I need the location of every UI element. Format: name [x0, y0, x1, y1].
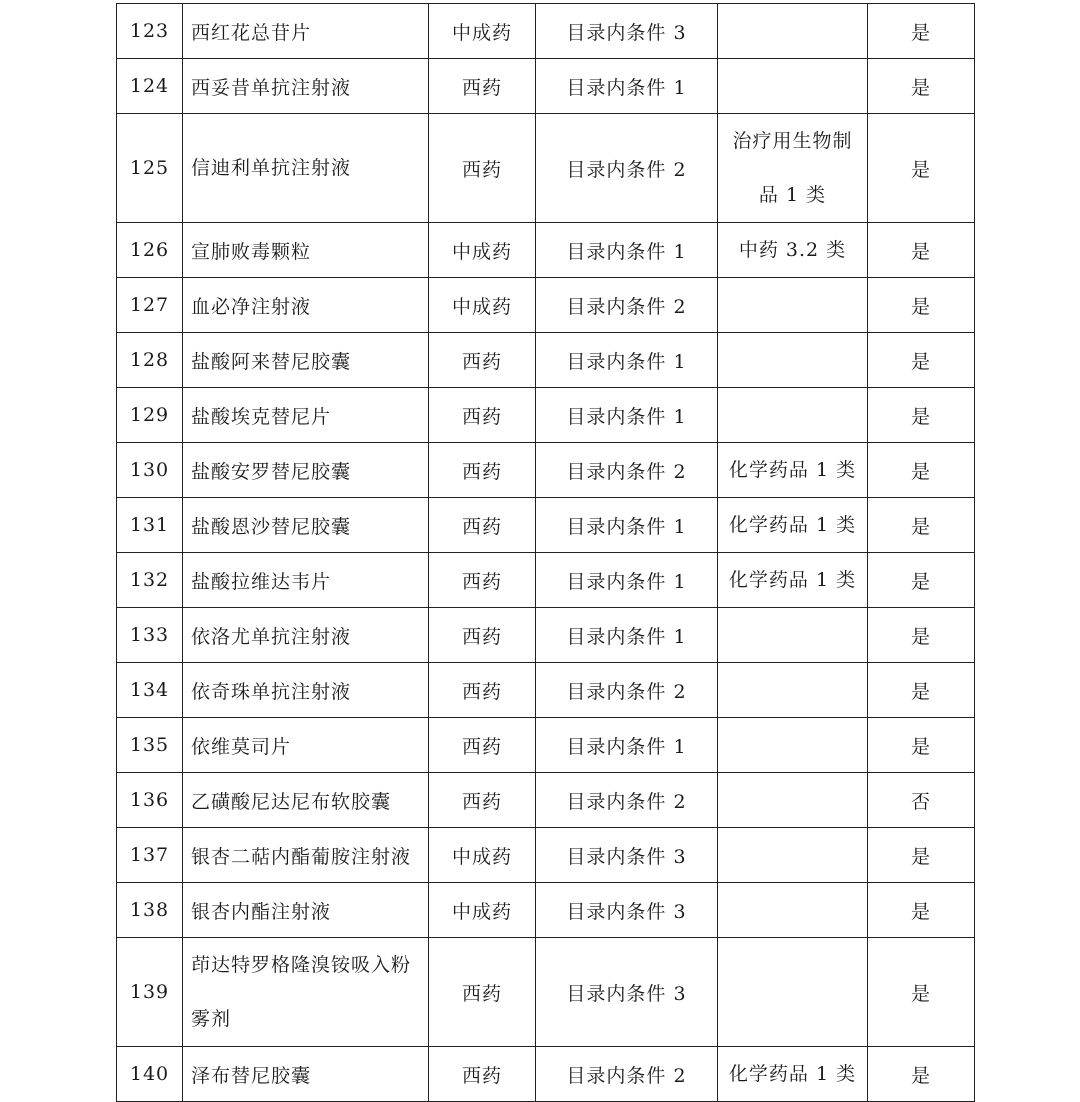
registration-category-cell	[718, 278, 868, 333]
registration-category-cell	[718, 773, 868, 828]
drug-list-table	[116, 3, 975, 1102]
catalog-condition-cell: 目录内条件 1	[536, 223, 718, 278]
drug-name-cell: 盐酸拉维达韦片	[183, 553, 429, 608]
drug-type-cell: 西药	[429, 553, 536, 608]
row-number-cell: 136	[117, 773, 183, 828]
yes-no-flag-cell: 是	[868, 4, 975, 59]
drug-name-cell: 西妥昔单抗注射液	[183, 59, 429, 114]
drug-type-cell: 中成药	[429, 883, 536, 938]
row-number-cell: 138	[117, 883, 183, 938]
drug-type-cell: 中成药	[429, 278, 536, 333]
table-row	[117, 883, 975, 938]
catalog-condition-cell: 目录内条件 3	[536, 4, 718, 59]
drug-type-cell: 西药	[429, 773, 536, 828]
row-number-cell: 129	[117, 388, 183, 443]
registration-category-cell	[718, 4, 868, 59]
drug-name-cell: 银杏内酯注射液	[183, 883, 429, 938]
yes-no-flag-cell: 是	[868, 498, 975, 553]
row-number-cell: 130	[117, 443, 183, 498]
catalog-condition-cell: 目录内条件 2	[536, 1047, 718, 1102]
row-number-cell: 132	[117, 553, 183, 608]
table-row	[117, 498, 975, 553]
registration-category-cell	[718, 388, 868, 443]
yes-no-flag-cell: 是	[868, 553, 975, 608]
drug-name-cell: 盐酸恩沙替尼胶囊	[183, 498, 429, 553]
registration-category-cell	[718, 828, 868, 883]
drug-type-cell: 西药	[429, 388, 536, 443]
drug-type-cell: 中成药	[429, 828, 536, 883]
drug-name-cell: 泽布替尼胶囊	[183, 1047, 429, 1102]
drug-name-cell: 信迪利单抗注射液	[183, 114, 429, 223]
yes-no-flag-cell: 是	[868, 114, 975, 223]
registration-category-cell	[718, 718, 868, 773]
drug-name-cell: 依维莫司片	[183, 718, 429, 773]
table-row	[117, 223, 975, 278]
drug-name-cell: 银杏二萜内酯葡胺注射液	[183, 828, 429, 883]
catalog-condition-cell: 目录内条件 1	[536, 718, 718, 773]
registration-category-cell	[718, 333, 868, 388]
catalog-condition-cell: 目录内条件 2	[536, 278, 718, 333]
registration-category-cell: 化学药品 1 类	[718, 553, 868, 608]
yes-no-flag-cell: 是	[868, 223, 975, 278]
row-number-cell: 125	[117, 114, 183, 223]
drug-type-cell: 西药	[429, 663, 536, 718]
catalog-condition-cell: 目录内条件 1	[536, 498, 718, 553]
table-row	[117, 59, 975, 114]
drug-name-cell: 盐酸埃克替尼片	[183, 388, 429, 443]
registration-category-cell	[718, 883, 868, 938]
drug-name-cell: 茚达特罗格隆溴铵吸入粉雾剂	[183, 938, 429, 1047]
catalog-condition-cell: 目录内条件 3	[536, 828, 718, 883]
table-row	[117, 938, 975, 1047]
registration-category-cell	[718, 608, 868, 663]
catalog-condition-cell: 目录内条件 1	[536, 553, 718, 608]
drug-name-cell: 宣肺败毒颗粒	[183, 223, 429, 278]
table-row	[117, 443, 975, 498]
table-row	[117, 663, 975, 718]
drug-name-cell: 盐酸安罗替尼胶囊	[183, 443, 429, 498]
drug-name-cell: 依洛尤单抗注射液	[183, 608, 429, 663]
drug-name-cell: 血必净注射液	[183, 278, 429, 333]
yes-no-flag-cell: 是	[868, 443, 975, 498]
row-number-cell: 134	[117, 663, 183, 718]
registration-category-cell: 化学药品 1 类	[718, 1047, 868, 1102]
drug-type-cell: 西药	[429, 114, 536, 223]
table-row	[117, 333, 975, 388]
drug-type-cell: 西药	[429, 498, 536, 553]
row-number-cell: 123	[117, 4, 183, 59]
table-row	[117, 278, 975, 333]
registration-category-cell: 化学药品 1 类	[718, 498, 868, 553]
drug-name-cell: 依奇珠单抗注射液	[183, 663, 429, 718]
catalog-condition-cell: 目录内条件 2	[536, 443, 718, 498]
catalog-condition-cell: 目录内条件 3	[536, 938, 718, 1047]
yes-no-flag-cell: 是	[868, 388, 975, 443]
table-row	[117, 608, 975, 663]
catalog-condition-cell: 目录内条件 1	[536, 333, 718, 388]
row-number-cell: 128	[117, 333, 183, 388]
row-number-cell: 124	[117, 59, 183, 114]
row-number-cell: 131	[117, 498, 183, 553]
table-row	[117, 4, 975, 59]
table-body	[117, 4, 975, 1102]
drug-type-cell: 西药	[429, 938, 536, 1047]
row-number-cell: 135	[117, 718, 183, 773]
row-number-cell: 137	[117, 828, 183, 883]
drug-name-cell: 乙磺酸尼达尼布软胶囊	[183, 773, 429, 828]
row-number-cell: 139	[117, 938, 183, 1047]
drug-type-cell: 中成药	[429, 4, 536, 59]
registration-category-cell: 化学药品 1 类	[718, 443, 868, 498]
drug-type-cell: 中成药	[429, 223, 536, 278]
yes-no-flag-cell: 是	[868, 278, 975, 333]
drug-type-cell: 西药	[429, 59, 536, 114]
table-row	[117, 388, 975, 443]
drug-type-cell: 西药	[429, 333, 536, 388]
yes-no-flag-cell: 是	[868, 828, 975, 883]
yes-no-flag-cell: 是	[868, 938, 975, 1047]
catalog-condition-cell: 目录内条件 2	[536, 663, 718, 718]
table-row	[117, 1047, 975, 1102]
drug-type-cell: 西药	[429, 1047, 536, 1102]
catalog-condition-cell: 目录内条件 1	[536, 59, 718, 114]
registration-category-cell	[718, 663, 868, 718]
yes-no-flag-cell: 是	[868, 1047, 975, 1102]
row-number-cell: 126	[117, 223, 183, 278]
catalog-condition-cell: 目录内条件 2	[536, 773, 718, 828]
registration-category-cell: 治疗用生物制品 1 类	[718, 114, 868, 223]
drug-name-cell: 盐酸阿来替尼胶囊	[183, 333, 429, 388]
drug-type-cell: 西药	[429, 608, 536, 663]
table-row	[117, 114, 975, 223]
catalog-condition-cell: 目录内条件 3	[536, 883, 718, 938]
row-number-cell: 133	[117, 608, 183, 663]
yes-no-flag-cell: 是	[868, 608, 975, 663]
yes-no-flag-cell: 否	[868, 773, 975, 828]
table-row	[117, 718, 975, 773]
drug-type-cell: 西药	[429, 443, 536, 498]
registration-category-cell	[718, 59, 868, 114]
yes-no-flag-cell: 是	[868, 59, 975, 114]
table-row	[117, 773, 975, 828]
table-row	[117, 553, 975, 608]
registration-category-cell: 中药 3.2 类	[718, 223, 868, 278]
catalog-condition-cell: 目录内条件 1	[536, 388, 718, 443]
drug-name-cell: 西红花总苷片	[183, 4, 429, 59]
registration-category-cell	[718, 938, 868, 1047]
yes-no-flag-cell: 是	[868, 883, 975, 938]
yes-no-flag-cell: 是	[868, 663, 975, 718]
row-number-cell: 140	[117, 1047, 183, 1102]
catalog-condition-cell: 目录内条件 2	[536, 114, 718, 223]
row-number-cell: 127	[117, 278, 183, 333]
yes-no-flag-cell: 是	[868, 333, 975, 388]
yes-no-flag-cell: 是	[868, 718, 975, 773]
drug-type-cell: 西药	[429, 718, 536, 773]
table-row	[117, 828, 975, 883]
catalog-condition-cell: 目录内条件 1	[536, 608, 718, 663]
